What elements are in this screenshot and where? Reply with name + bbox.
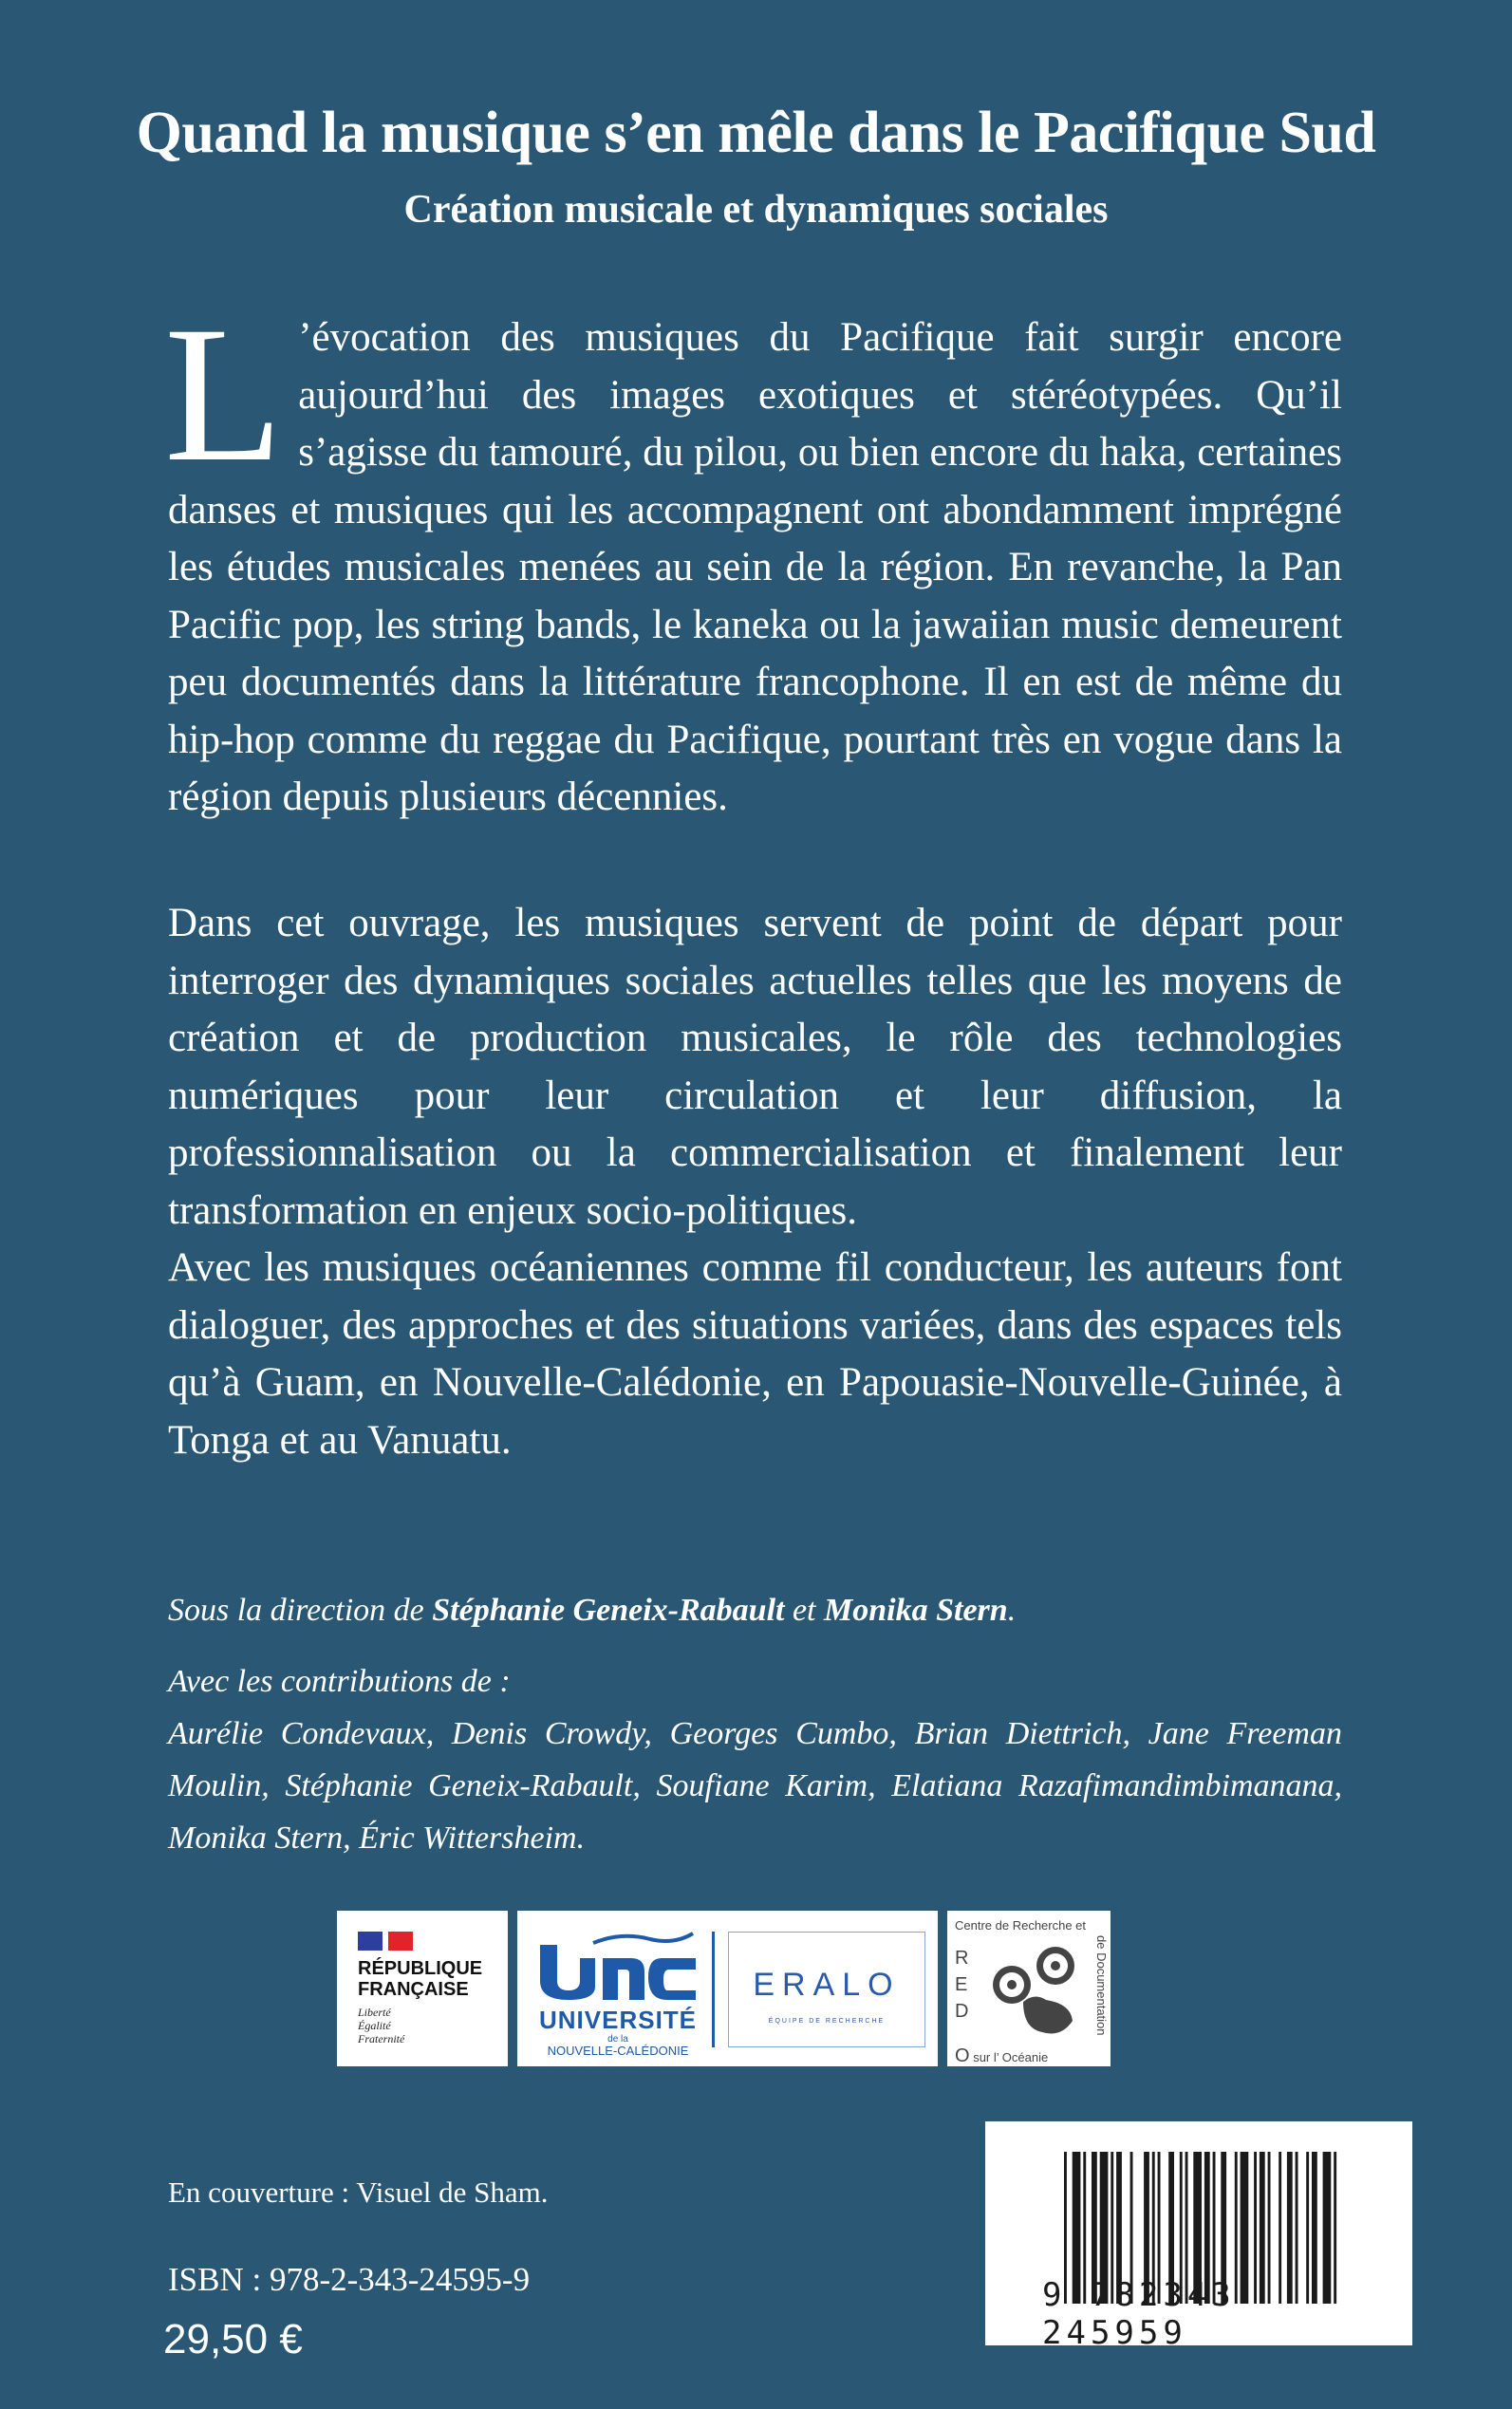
credo-o: O	[955, 2045, 970, 2066]
eralo-logo	[728, 1932, 925, 2047]
rf-name-line: FRANÇAISE	[358, 1979, 469, 2000]
direction-prefix: Sous la direction de	[168, 1593, 433, 1628]
summary-paragraph-1-text: ’évocation des musiques du Pacifique fait surgir encore aujourd’hui des images exotiques et stéréotypées. Qu’il s’agisse du tamouré, du pilou, ou bien encore du haka, certaines danses et musiques qui les accompagnent ont abondamment imprégné les études musicales menées au sein de la région. En revanche, la Pan Pacific pop, les string bands, le kaneka ou la jawaiian music demeurent peu documentés dans la littérature francophone. Il en est de même du hip-hop comme du reggae du Pacifique, pourtant très en vogue dans la région depuis plusieurs décennies.	[168, 315, 1342, 819]
rf-motto	[358, 2006, 404, 2045]
cover-credit: En couverture : Visuel de Sham.	[168, 2176, 549, 2209]
summary-paragraph-3: Avec les musiques océaniennes comme fil conducteur, les auteurs font dialoguer, des approches et des situations variées, dans des espaces tels qu’à Guam, en Nouvelle-Calédonie, en Papouasie-Nouvelle-Guinée, à Tonga et au Vanuatu.	[168, 1245, 1342, 1463]
isbn: ISBN : 978-2-343-24595-9	[168, 2261, 531, 2298]
rf-name-line: RÉPUBLIQUE	[358, 1958, 483, 1979]
rf-name	[358, 1958, 482, 2000]
logo-divider	[712, 1932, 715, 2047]
price: 29,50 €	[163, 2316, 303, 2362]
credo-letters: R E D	[955, 1948, 969, 2022]
contributors-list: Aurélie Condevaux, Denis Crowdy, Georges Cumbo, Brian Diettrich, Jane Freeman Moulin, Stéphanie Geneix-Rabault, Soufiane Karim, Elatiana Razafimandimbimanana, Monika Stern, Éric Wittersheim.	[168, 1716, 1342, 1856]
marianne-flag-icon	[358, 1932, 413, 1951]
unc-de-la: de la	[607, 2034, 628, 2045]
contributors-block	[168, 1655, 1342, 1864]
barcode	[985, 2121, 1412, 2352]
rf-motto-line: Fraternité	[358, 2032, 405, 2045]
barcode-digits: 9 782343 245959	[1042, 2276, 1236, 2352]
drop-cap: L	[164, 287, 284, 502]
oceanic-mask-icon	[985, 1945, 1085, 2040]
book-subtitle: Création musicale et dynamiques sociales	[403, 188, 1109, 232]
unc-eralo-logo	[517, 1911, 938, 2066]
unc-universite: UNIVERSITÉ	[538, 2006, 698, 2034]
direction-suffix: .	[1007, 1593, 1017, 1628]
rf-motto-line: Liberté	[358, 2006, 391, 2019]
credo-bottom-text	[955, 2045, 1049, 2067]
editor-name: Stéphanie Geneix-Rabault	[432, 1593, 785, 1628]
credo-oceanie: sur l’ Océanie	[973, 2050, 1049, 2064]
direction-line	[168, 1587, 1016, 1634]
credo-top-text: Centre de Recherche et	[955, 1918, 1087, 1933]
direction-joiner: et	[784, 1593, 825, 1628]
credo-side-text: de Documentation	[1094, 1935, 1109, 2036]
eralo-subtitle: ÉQUIPE DE RECHERCHE	[768, 2018, 886, 2025]
republique-francaise-logo	[337, 1911, 508, 2066]
summary-paragraph-2: Dans cet ouvrage, les musiques servent de point de départ pour interroger des dynamiques sociales actuelles telles que les moyens de création et de production musicales, le rôle des technologies numériques pour leur circulation et leur diffusion, la professionnalisation ou la commercialisation et finalement leur transformation en enjeux socio-politiques.	[168, 901, 1342, 1233]
editor-name: Monika Stern	[824, 1593, 1008, 1628]
eralo-name: ERALO	[753, 1967, 901, 2003]
summary-paragraph-2-3	[168, 895, 1342, 1469]
rf-motto-line: Égalité	[358, 2019, 391, 2032]
unc-nouvelle-caledonie: NOUVELLE-CALÉDONIE	[547, 2044, 689, 2058]
contributions-label: Avec les contributions de :	[168, 1664, 511, 1699]
summary-paragraph-1	[164, 287, 1342, 827]
book-title: Quand la musique s’en mêle dans le Pacifique Sud	[136, 101, 1376, 165]
unc-mark-icon	[536, 1932, 698, 2003]
credo-logo	[947, 1911, 1111, 2066]
